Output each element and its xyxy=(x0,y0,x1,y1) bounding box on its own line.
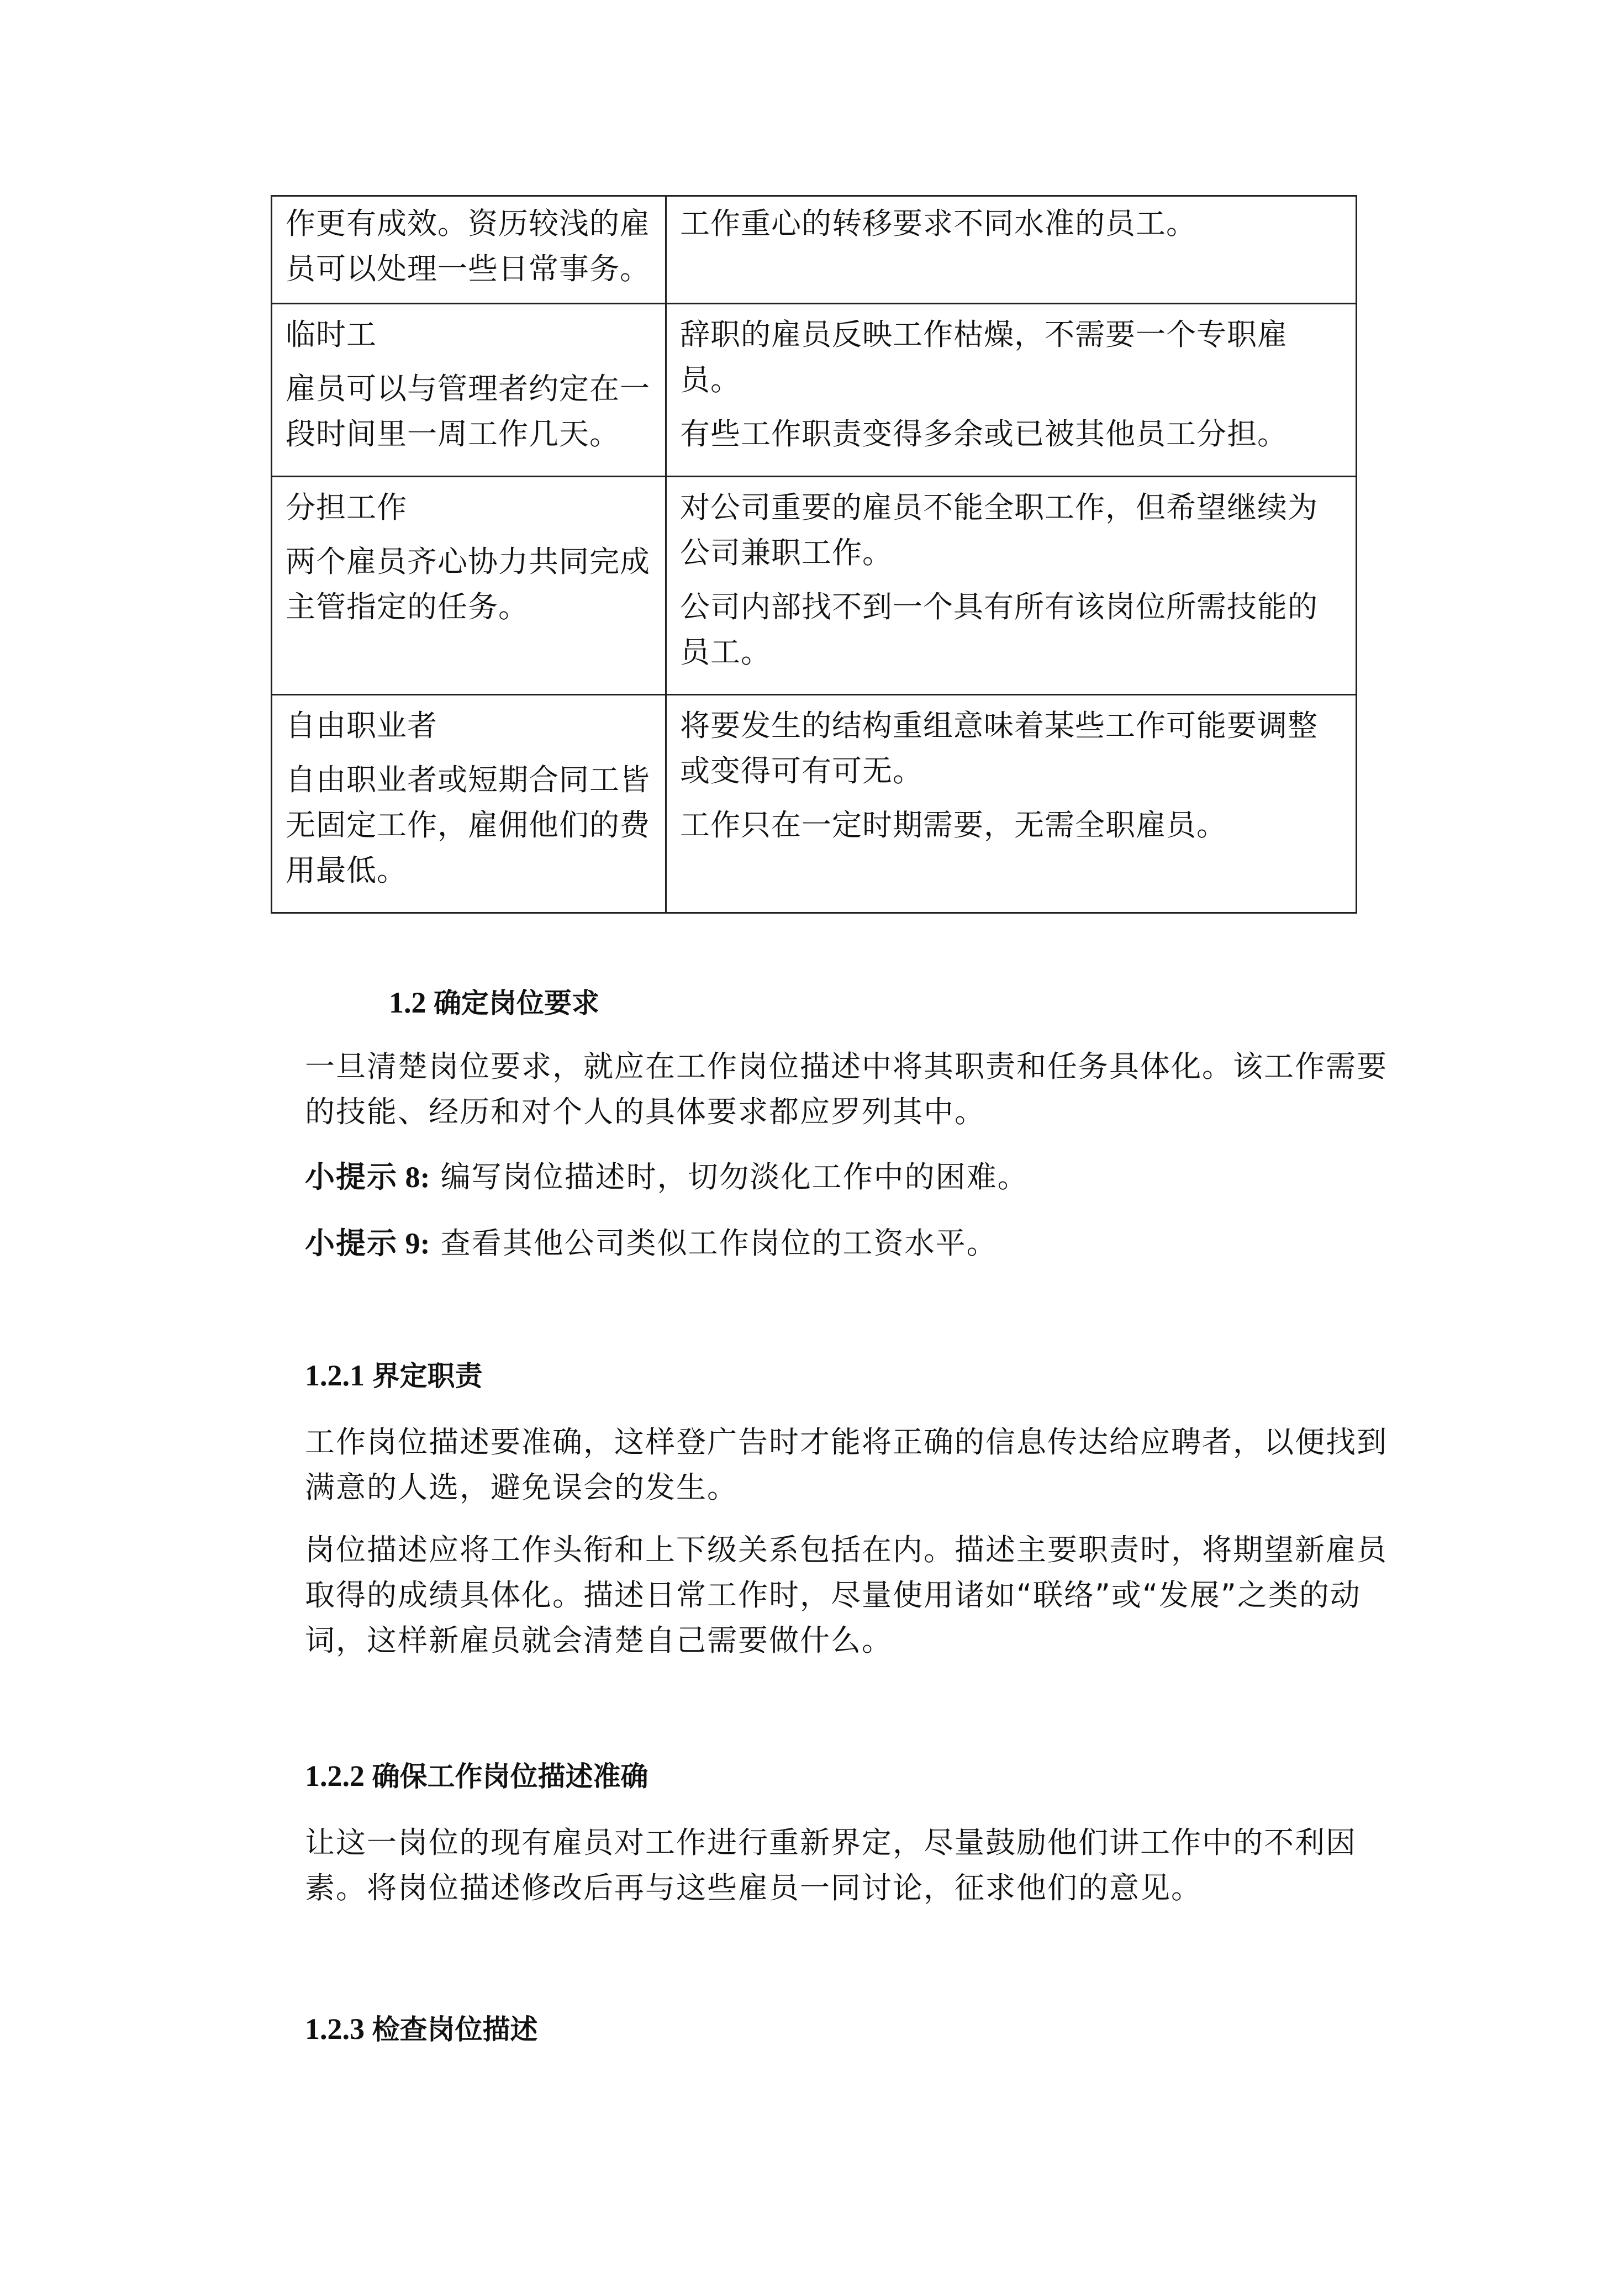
tip-line xyxy=(305,1221,1388,1266)
cell-reason: 工作重心的转移要求不同水准的员工。 xyxy=(680,206,1196,241)
section-heading-1-2-3 xyxy=(305,2010,538,2049)
section-heading-1-2-1 xyxy=(305,1356,483,1395)
table-row xyxy=(272,304,1357,477)
table-cell-reasons xyxy=(666,695,1357,913)
tip-label: 小提示 8: xyxy=(305,1159,430,1194)
cell-title: 分担工作 xyxy=(286,490,407,525)
table-cell-reasons xyxy=(666,477,1357,695)
work-arrangement-table xyxy=(271,195,1357,914)
cell-reason: 将要发生的结构重组意味着某些工作可能要调整或变得可有可无。 xyxy=(680,708,1318,788)
section-title: 确定岗位要求 xyxy=(434,987,599,1019)
cell-reason: 对公司重要的雇员不能全职工作，但希望继续为公司兼职工作。 xyxy=(680,490,1318,570)
section-title: 确保工作岗位描述准确 xyxy=(372,1760,648,1793)
tip-line xyxy=(305,1154,1388,1200)
section-paragraph: 工作岗位描述要准确，这样登广告时才能将正确的信息传达给应聘者，以便找到满意的人选，避免误会的发生。 xyxy=(305,1425,1388,1505)
section-title: 检查岗位描述 xyxy=(372,2013,538,2046)
cell-description: 两个雇员齐心协力共同完成主管指定的任务。 xyxy=(286,544,650,624)
table-row xyxy=(272,695,1357,913)
cell-reason: 有些工作职责变得多余或已被其他员工分担。 xyxy=(680,417,1288,451)
table-cell-reasons xyxy=(666,304,1357,477)
cell-description: 雇员可以与管理者约定在一段时间里一周工作几天。 xyxy=(286,371,650,451)
section-paragraph: 让这一岗位的现有雇员对工作进行重新界定，尽量鼓励他们讲工作中的不利因素。将岗位描述修改后再与这些雇员一同讨论，征求他们的意见。 xyxy=(305,1825,1357,1905)
cell-title: 临时工 xyxy=(286,317,377,352)
section-heading-1-2-2 xyxy=(305,1757,648,1796)
section-number: 1.2 xyxy=(389,986,426,1019)
table-cell-reasons xyxy=(666,196,1357,304)
table-cell-type xyxy=(272,695,666,913)
section-paragraph: 一旦清楚岗位要求，就应在工作岗位描述中将其职责和任务具体化。该工作需要的技能、经历和对个人的具体要求都应罗列其中。 xyxy=(305,1049,1388,1129)
section-title: 界定职责 xyxy=(372,1360,483,1392)
table-cell-type xyxy=(272,304,666,477)
section-paragraph: 岗位描述应将工作头衔和上下级关系包括在内。描述主要职责时，将期望新雇员取得的成绩具体化。描述日常工作时，尽量使用诸如“联络”或“发展”之类的动词，这样新雇员就会清楚自己需要做什么。 xyxy=(305,1532,1388,1658)
cell-description: 作更有成效。资历较浅的雇员可以处理一些日常事务。 xyxy=(286,206,650,286)
tip-text: 编写岗位描述时，切勿淡化工作中的困难。 xyxy=(440,1159,1029,1194)
cell-title: 自由职业者 xyxy=(286,708,437,743)
section-heading-1-2 xyxy=(389,983,599,1022)
table-cell-type xyxy=(272,196,666,304)
tip-text: 查看其他公司类似工作岗位的工资水平。 xyxy=(440,1226,998,1261)
cell-description: 自由职业者或短期合同工皆无固定工作，雇佣他们的费用最低。 xyxy=(286,762,650,888)
section-number: 1.2.2 xyxy=(305,1759,365,1793)
table-cell-type xyxy=(272,477,666,695)
table-row xyxy=(272,196,1357,304)
table-row xyxy=(272,477,1357,695)
tip-label: 小提示 9: xyxy=(305,1226,430,1261)
cell-reason: 工作只在一定时期需要，无需全职雇员。 xyxy=(680,808,1227,842)
section-number: 1.2.1 xyxy=(305,1359,365,1392)
cell-reason: 辞职的雇员反映工作枯燥，不需要一个专职雇员。 xyxy=(680,317,1288,397)
section-number: 1.2.3 xyxy=(305,2012,365,2046)
cell-reason: 公司内部找不到一个具有所有该岗位所需技能的员工。 xyxy=(680,589,1318,669)
